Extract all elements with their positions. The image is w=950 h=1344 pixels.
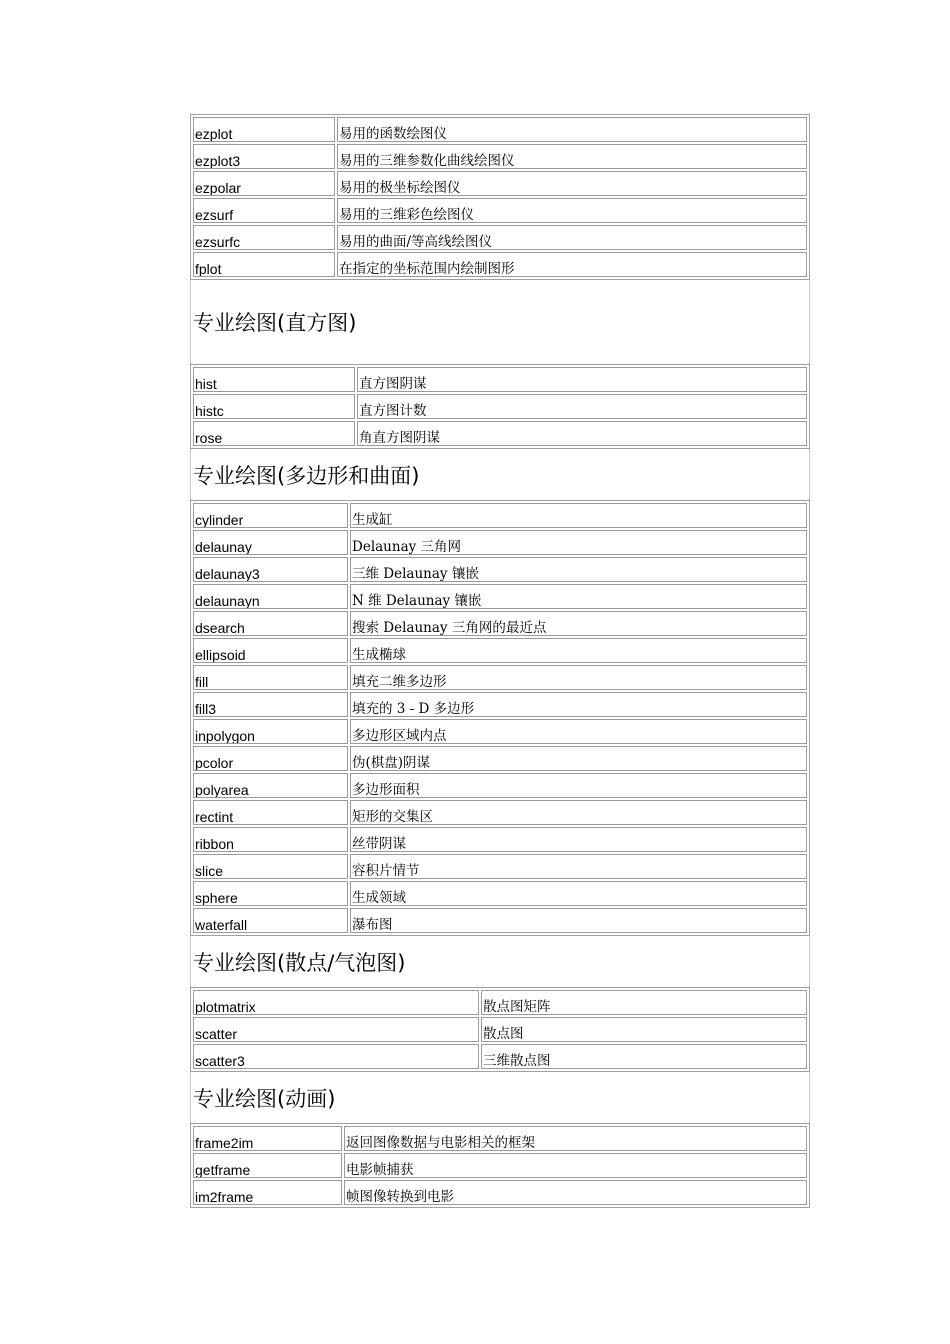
function-table-general — [190, 114, 810, 280]
function-description-cell: 在指定的坐标范围内绘制图形 — [337, 252, 807, 277]
table-row — [193, 1017, 807, 1042]
function-table-scatter — [190, 987, 810, 1072]
function-description-cell: 容积片情节 — [350, 854, 807, 879]
table-row — [193, 638, 807, 663]
function-name-cell: frame2im — [193, 1126, 342, 1151]
function-description-cell: 直方图阴谋 — [357, 367, 807, 392]
function-description-cell: 生成缸 — [350, 503, 807, 528]
table-row — [193, 990, 807, 1015]
table-row — [193, 530, 807, 555]
section-heading-scatter-bubble — [190, 936, 810, 987]
function-description-cell: 易用的极坐标绘图仪 — [337, 171, 807, 196]
function-name-cell: polyarea — [193, 773, 348, 798]
function-name-cell: inpolygon — [193, 719, 348, 744]
table-row — [193, 584, 807, 609]
function-name-cell: waterfall — [193, 908, 348, 933]
heading-text: 专业绘图(散点/气泡图) — [193, 950, 406, 975]
function-name-cell: getframe — [193, 1153, 342, 1178]
function-table-animation — [190, 1123, 810, 1208]
function-name-cell: cylinder — [193, 503, 348, 528]
function-name-cell: plotmatrix — [193, 990, 479, 1015]
function-description-cell: 生成椭球 — [350, 638, 807, 663]
table-row — [193, 394, 807, 419]
function-name-cell: ezplot — [193, 117, 335, 142]
function-description-cell: 多边形面积 — [350, 773, 807, 798]
function-name-cell: ellipsoid — [193, 638, 348, 663]
section-heading-histogram — [190, 280, 810, 364]
function-description-cell: 填充的 3 - D 多边形 — [350, 692, 807, 717]
table-row — [193, 827, 807, 852]
function-description-cell: 三维 Delaunay 镶嵌 — [350, 557, 807, 582]
function-name-cell: dsearch — [193, 611, 348, 636]
table-row — [193, 719, 807, 744]
function-name-cell: delaunayn — [193, 584, 348, 609]
table-row — [193, 503, 807, 528]
function-description-cell: 瀑布图 — [350, 908, 807, 933]
function-name-cell: fill — [193, 665, 348, 690]
table-row — [193, 746, 807, 771]
heading-text: 专业绘图(多边形和曲面) — [193, 463, 420, 488]
table-row — [193, 908, 807, 933]
function-description-cell: 散点图矩阵 — [481, 990, 807, 1015]
table-row — [193, 881, 807, 906]
table-row — [193, 198, 807, 223]
table-row — [193, 611, 807, 636]
table-row — [193, 252, 807, 277]
function-table-histogram — [190, 364, 810, 449]
function-description-cell: 丝带阴谋 — [350, 827, 807, 852]
function-description-cell: 散点图 — [481, 1017, 807, 1042]
table-row — [193, 1180, 807, 1205]
table-row — [193, 854, 807, 879]
section-heading-animation — [190, 1072, 810, 1123]
function-name-cell: ezsurfc — [193, 225, 335, 250]
function-name-cell: ribbon — [193, 827, 348, 852]
function-description-cell: 直方图计数 — [357, 394, 807, 419]
function-description-cell: 填充二维多边形 — [350, 665, 807, 690]
table-row — [193, 117, 807, 142]
function-description-cell: 易用的三维彩色绘图仪 — [337, 198, 807, 223]
table-row — [193, 421, 807, 446]
function-description-cell: 易用的曲面/等高线绘图仪 — [337, 225, 807, 250]
function-name-cell: delaunay — [193, 530, 348, 555]
section-heading-polygons-surfaces — [190, 449, 810, 500]
function-description-cell: 返回图像数据与电影相关的框架 — [344, 1126, 807, 1151]
table-row — [193, 1153, 807, 1178]
function-name-cell: scatter3 — [193, 1044, 479, 1069]
function-name-cell: fill3 — [193, 692, 348, 717]
function-description-cell: Delaunay 三角网 — [350, 530, 807, 555]
function-description-cell: 易用的函数绘图仪 — [337, 117, 807, 142]
heading-text: 专业绘图(直方图) — [193, 311, 357, 335]
function-description-cell: 帧图像转换到电影 — [344, 1180, 807, 1205]
function-description-cell: 电影帧捕获 — [344, 1153, 807, 1178]
heading-text: 专业绘图(动画) — [193, 1086, 336, 1111]
table-row — [193, 800, 807, 825]
function-name-cell: scatter — [193, 1017, 479, 1042]
table-row — [193, 1044, 807, 1069]
function-description-cell: 三维散点图 — [481, 1044, 807, 1069]
function-description-cell: 搜索 Delaunay 三角网的最近点 — [350, 611, 807, 636]
table-row — [193, 773, 807, 798]
function-name-cell: hist — [193, 367, 355, 392]
function-name-cell: delaunay3 — [193, 557, 348, 582]
function-table-polygons — [190, 500, 810, 936]
function-description-cell: N 维 Delaunay 镶嵌 — [350, 584, 807, 609]
table-row — [193, 171, 807, 196]
table-row — [193, 557, 807, 582]
function-name-cell: sphere — [193, 881, 348, 906]
function-description-cell: 矩形的交集区 — [350, 800, 807, 825]
table-row — [193, 225, 807, 250]
function-name-cell: fplot — [193, 252, 335, 277]
document-body — [190, 114, 810, 1208]
function-description-cell: 角直方图阴谋 — [357, 421, 807, 446]
function-description-cell: 生成领域 — [350, 881, 807, 906]
function-name-cell: pcolor — [193, 746, 348, 771]
function-name-cell: ezplot3 — [193, 144, 335, 169]
table-row — [193, 1126, 807, 1151]
function-name-cell: im2frame — [193, 1180, 342, 1205]
table-row — [193, 367, 807, 392]
function-name-cell: rose — [193, 421, 355, 446]
function-description-cell: 伪(棋盘)阴谋 — [350, 746, 807, 771]
function-name-cell: ezpolar — [193, 171, 335, 196]
table-row — [193, 665, 807, 690]
table-row — [193, 144, 807, 169]
function-name-cell: ezsurf — [193, 198, 335, 223]
function-name-cell: slice — [193, 854, 348, 879]
table-row — [193, 692, 807, 717]
function-description-cell: 易用的三维参数化曲线绘图仪 — [337, 144, 807, 169]
function-description-cell: 多边形区域内点 — [350, 719, 807, 744]
function-name-cell: rectint — [193, 800, 348, 825]
function-name-cell: histc — [193, 394, 355, 419]
